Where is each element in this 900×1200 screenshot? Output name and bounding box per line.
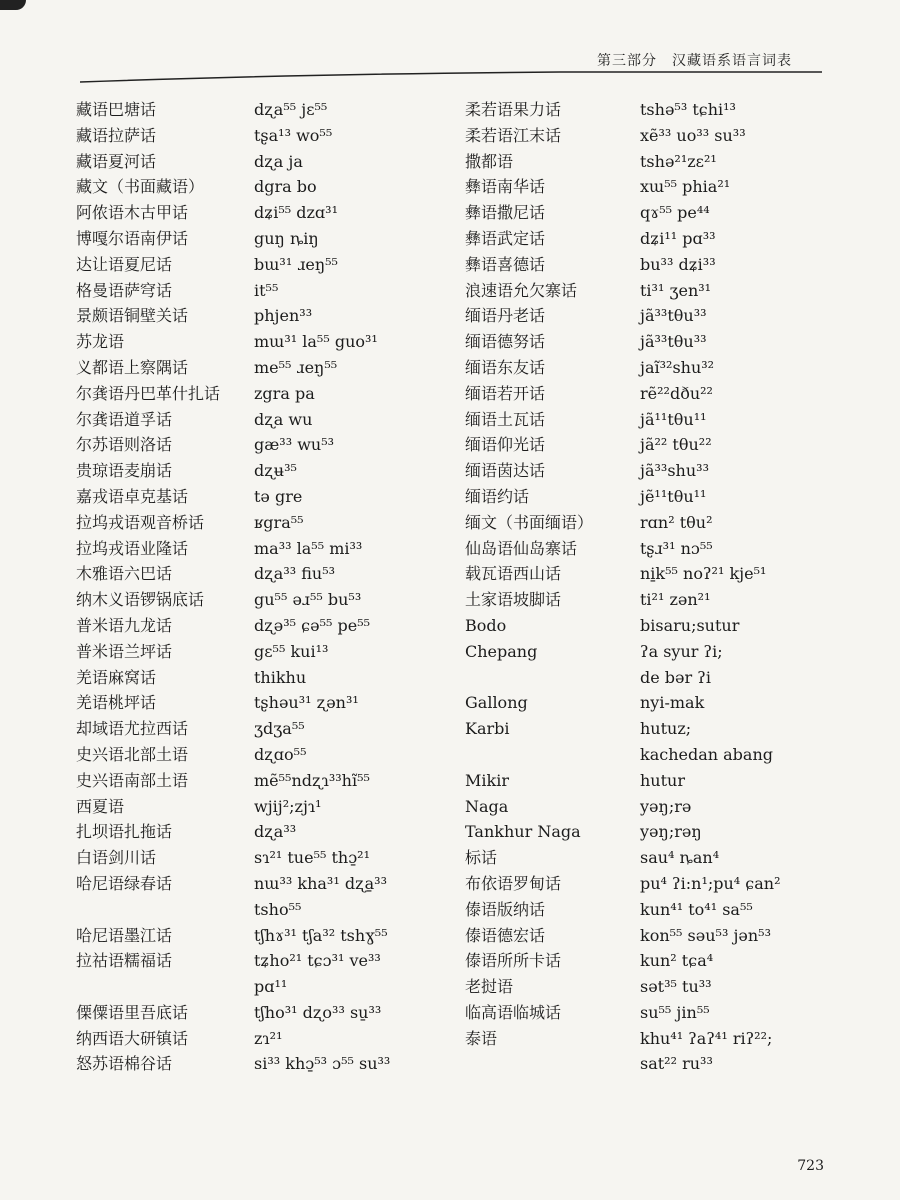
language-name: 西夏语 xyxy=(76,796,125,816)
word-form: tʃho³¹ dʐo³³ su̱³³ xyxy=(254,1002,382,1022)
entry-row xyxy=(465,355,845,381)
entry-row xyxy=(76,948,456,974)
word-form: tsho⁵⁵ xyxy=(254,899,302,919)
entry-row xyxy=(465,923,845,949)
word-form: gæ³³ wu⁵³ xyxy=(254,435,335,455)
entry-row xyxy=(465,200,845,226)
language-name: 景颇语铜壁关话 xyxy=(76,306,189,326)
language-name: 藏语巴塘话 xyxy=(76,100,157,119)
word-form: rẽ²²dðu²² xyxy=(640,383,713,403)
language-name: 拉坞戎语业隆话 xyxy=(76,538,189,558)
word-form: zgra pa xyxy=(254,383,315,403)
language-name: Naga xyxy=(465,796,509,816)
entry-row xyxy=(465,1000,845,1026)
language-name: Gallong xyxy=(465,693,528,713)
language-name: 藏语拉萨话 xyxy=(76,125,157,145)
language-name: 傣语版纳话 xyxy=(465,899,546,919)
word-form: wjij²;zjɿ¹ xyxy=(254,796,322,816)
word-form: gɛ⁵⁵ kui¹³ xyxy=(254,641,329,661)
word-form: yəŋ;rəŋ xyxy=(640,822,702,842)
language-name: 义都语上察隅话 xyxy=(76,357,189,377)
entry-row xyxy=(76,149,456,175)
language-name: 拉祜语糯福话 xyxy=(76,951,173,971)
word-form: phjen³³ xyxy=(254,306,313,326)
word-form: ʔa syur ʔi; xyxy=(640,641,723,661)
language-name: 老挝语 xyxy=(465,977,514,997)
entry-row xyxy=(76,561,456,587)
word-form: jã³³shu³³ xyxy=(640,461,709,481)
entry-row xyxy=(465,252,845,278)
entry-row xyxy=(465,510,845,536)
language-name: Bodo xyxy=(465,615,507,635)
entry-row xyxy=(465,123,845,149)
word-form: rɑn² tθu² xyxy=(640,512,713,532)
language-name: 达让语夏尼话 xyxy=(76,254,173,274)
word-form: tshə²¹zɛ²¹ xyxy=(640,151,717,171)
word-form: thikhu xyxy=(254,667,307,687)
language-name: 阿侬语木古甲话 xyxy=(76,203,189,223)
word-form: yəŋ;rə xyxy=(640,796,692,816)
language-name: Tankhur Naga xyxy=(465,822,581,842)
word-form: jã³³tθu³³ xyxy=(640,306,707,326)
entry-row xyxy=(76,381,456,407)
language-name: 普米语九龙话 xyxy=(76,615,173,635)
entry-row xyxy=(465,303,845,329)
entry-row xyxy=(465,536,845,562)
language-name: 缅文（书面缅语） xyxy=(465,512,594,532)
word-form: sɿ²¹ tue⁵⁵ thɔ̱²¹ xyxy=(254,848,371,868)
entry-row xyxy=(76,742,456,768)
entry-row xyxy=(465,897,845,923)
language-name: 哈尼语墨江话 xyxy=(76,925,173,945)
word-form: xɯ⁵⁵ phia²¹ xyxy=(640,177,731,197)
entry-row xyxy=(465,742,845,768)
entry-row xyxy=(76,303,456,329)
language-name: 却域语尤拉西话 xyxy=(76,719,189,739)
language-name: 标话 xyxy=(465,848,498,868)
left-column xyxy=(76,97,456,1077)
entry-row xyxy=(465,1026,845,1052)
word-form: bɯ³¹ ɹeŋ⁵⁵ xyxy=(254,254,338,274)
entry-row xyxy=(76,174,456,200)
entry-row xyxy=(465,484,845,510)
word-form: ti²¹ zən²¹ xyxy=(640,590,711,610)
language-name: 木雅语六巴话 xyxy=(76,564,173,584)
entry-row xyxy=(465,948,845,974)
word-form: hutuz; xyxy=(640,719,692,739)
word-form: bisaru;sutur xyxy=(640,615,740,635)
language-name: 扎坝语扎拖话 xyxy=(76,822,173,842)
language-name: 纳西语大研镇话 xyxy=(76,1028,189,1048)
language-name: 柔若语果力话 xyxy=(465,100,562,119)
language-name: 羌语桃坪话 xyxy=(76,693,157,713)
word-form: tshə⁵³ tɕhi¹³ xyxy=(640,100,736,119)
entry-row xyxy=(76,432,456,458)
entry-row xyxy=(76,484,456,510)
entry-row xyxy=(76,923,456,949)
language-name: 贵琼语麦崩话 xyxy=(76,461,173,481)
language-name: 藏语夏河话 xyxy=(76,151,157,171)
word-form: mɯ³¹ la⁵⁵ guo³¹ xyxy=(254,332,378,352)
language-name: 傈僳语里吾底话 xyxy=(76,1002,189,1022)
word-form: me⁵⁵ ɹeŋ⁵⁵ xyxy=(254,357,338,377)
entry-row xyxy=(465,794,845,820)
word-form: tʃhɤ³¹ tʃa³² tshɣ⁵⁵ xyxy=(254,925,388,945)
entry-row xyxy=(465,639,845,665)
entry-row xyxy=(465,407,845,433)
language-name: 撒都语 xyxy=(465,151,514,171)
word-form: ni̱k⁵⁵ noʔ²¹ kje⁵¹ xyxy=(640,564,767,584)
entry-row xyxy=(465,716,845,742)
word-form: dʐa³³ xyxy=(254,822,297,842)
entry-row xyxy=(465,845,845,871)
entry-row xyxy=(76,897,456,923)
language-name: Karbi xyxy=(465,719,510,739)
entry-row xyxy=(76,329,456,355)
entry-row xyxy=(76,819,456,845)
word-form: dʐə³⁵ ɕə⁵⁵ pe⁵⁵ xyxy=(254,615,371,635)
language-name: 哈尼语绿春话 xyxy=(76,873,173,893)
language-name: 博嘎尔语南伊话 xyxy=(76,228,189,248)
word-form: kun² tɕa⁴ xyxy=(640,951,714,971)
word-form: khu⁴¹ ʔaʔ⁴¹ riʔ²²; xyxy=(640,1028,773,1048)
entry-row xyxy=(76,1026,456,1052)
word-form: zɿ²¹ xyxy=(254,1028,283,1048)
language-name: 尔龚语道孚话 xyxy=(76,409,173,429)
word-form: tʑho²¹ tɕɔ³¹ ve³³ xyxy=(254,951,381,971)
entry-row xyxy=(76,97,456,123)
word-form: dʐɑo⁵⁵ xyxy=(254,744,307,764)
right-column xyxy=(465,97,845,1077)
language-name: 怒苏语棉谷话 xyxy=(76,1054,173,1074)
word-form: jã¹¹tθu¹¹ xyxy=(640,409,707,429)
entry-row xyxy=(76,768,456,794)
word-form: pu⁴ ʔi:n¹;pu⁴ ɕan² xyxy=(640,873,781,893)
entry-row xyxy=(465,819,845,845)
entry-row xyxy=(465,278,845,304)
entry-row xyxy=(465,871,845,897)
language-name: 柔若语江末话 xyxy=(465,125,562,145)
language-name: 尔龚语丹巴革什扎话 xyxy=(76,383,221,403)
language-name: 纳木义语锣锅底话 xyxy=(76,590,205,610)
language-name: 载瓦语西山话 xyxy=(465,564,562,584)
language-name: 缅语德努话 xyxy=(465,332,546,352)
language-name: 彝语撒尼话 xyxy=(465,203,546,223)
language-name: 尔苏语则洛话 xyxy=(76,435,173,455)
language-name: 仙岛语仙岛寨话 xyxy=(465,538,578,558)
entry-row xyxy=(76,974,456,1000)
word-form: su⁵⁵ jin⁵⁵ xyxy=(640,1002,710,1022)
entry-row xyxy=(76,871,456,897)
word-form: tə gre xyxy=(254,486,303,506)
language-name: 彝语武定话 xyxy=(465,228,546,248)
header-rule xyxy=(0,0,900,100)
language-name: 嘉戎语卓克基话 xyxy=(76,486,189,506)
word-form: bu³³ dʑi³³ xyxy=(640,254,716,274)
language-name: 史兴语南部土语 xyxy=(76,770,189,790)
word-form: xẽ³³ uo³³ su³³ xyxy=(640,125,746,145)
word-form: mẽ⁵⁵ndʐɿ³³hĩ⁵⁵ xyxy=(254,770,370,790)
language-name: 临高语临城话 xyxy=(465,1002,562,1022)
word-form: ma³³ la⁵⁵ mi³³ xyxy=(254,538,363,558)
entry-row xyxy=(76,665,456,691)
language-name: 傣语德宏话 xyxy=(465,925,546,945)
language-name: 土家语坡脚话 xyxy=(465,590,562,610)
word-form: dgra bo xyxy=(254,177,317,197)
language-name: 缅语约话 xyxy=(465,486,530,506)
entry-row xyxy=(76,536,456,562)
word-form: kon⁵⁵ səu⁵³ jən⁵³ xyxy=(640,925,772,945)
entry-row xyxy=(465,1051,845,1077)
entry-row xyxy=(76,200,456,226)
word-form: dʑi¹¹ pɑ³³ xyxy=(640,228,716,248)
entry-row xyxy=(76,278,456,304)
entry-row xyxy=(465,174,845,200)
word-form: kun⁴¹ to⁴¹ sa⁵⁵ xyxy=(640,899,753,919)
language-name: 格曼语萨穹话 xyxy=(76,280,173,300)
entry-row xyxy=(76,226,456,252)
language-name: 白语剑川话 xyxy=(76,848,157,868)
word-form: pɑ¹¹ xyxy=(254,977,288,997)
entry-row xyxy=(465,432,845,458)
word-form: dʐa⁵⁵ jɛ⁵⁵ xyxy=(254,100,328,119)
entry-row xyxy=(465,587,845,613)
language-name: 苏龙语 xyxy=(76,332,125,352)
word-form: kachedan abang xyxy=(640,744,774,764)
language-name: 缅语茵达话 xyxy=(465,461,546,481)
word-form: sət³⁵ tu³³ xyxy=(640,977,712,997)
language-name: 彝语喜德话 xyxy=(465,254,546,274)
entry-row xyxy=(76,407,456,433)
entry-row xyxy=(76,587,456,613)
word-form: jã²² tθu²² xyxy=(640,435,712,455)
language-name: Mikir xyxy=(465,770,509,790)
word-form: jaĩ³²shu³² xyxy=(640,357,715,377)
entry-row xyxy=(465,690,845,716)
language-name: 缅语仰光话 xyxy=(465,435,546,455)
entry-row xyxy=(76,690,456,716)
word-form: qɤ⁵⁵ pe⁴⁴ xyxy=(640,203,710,223)
language-name: 普米语兰坪话 xyxy=(76,641,173,661)
entry-row xyxy=(465,561,845,587)
entry-row xyxy=(465,149,845,175)
entry-row xyxy=(76,794,456,820)
language-name: 羌语麻窝话 xyxy=(76,667,157,687)
language-name: 缅语东友话 xyxy=(465,357,546,377)
language-name: 缅语丹老话 xyxy=(465,306,546,326)
entry-row xyxy=(465,226,845,252)
entry-row xyxy=(76,613,456,639)
language-name: 布依语罗甸话 xyxy=(465,873,562,893)
entry-row xyxy=(76,845,456,871)
entry-row xyxy=(76,639,456,665)
language-name: 藏文（书面藏语） xyxy=(76,177,205,197)
word-form: sat²² ru³³ xyxy=(640,1054,713,1074)
word-form: ti³¹ ʒen³¹ xyxy=(640,280,712,300)
word-form: nyi-mak xyxy=(640,693,705,713)
entry-row xyxy=(76,458,456,484)
word-form: gu⁵⁵ əɹ⁵⁵ bu⁵³ xyxy=(254,590,362,610)
word-form: dʐʉ³⁵ xyxy=(254,461,297,481)
language-name: Chepang xyxy=(465,641,538,661)
entry-row xyxy=(465,458,845,484)
word-form: dʑi⁵⁵ dzɑ³¹ xyxy=(254,203,338,223)
word-form: jẽ¹¹tθu¹¹ xyxy=(640,486,707,506)
entry-row xyxy=(76,716,456,742)
language-name: 傣语所所卡话 xyxy=(465,951,562,971)
word-form: guŋ ȵiŋ xyxy=(254,228,319,248)
language-name: 泰语 xyxy=(465,1028,498,1048)
word-form: nɯ³³ kha³¹ dʐa̱³³ xyxy=(254,873,388,893)
word-form: dʐa wu xyxy=(254,409,313,429)
language-name: 缅语土瓦话 xyxy=(465,409,546,429)
entry-row xyxy=(465,768,845,794)
word-form: dʐa³³ fiu⁵³ xyxy=(254,564,336,584)
entry-row xyxy=(465,97,845,123)
entry-row xyxy=(76,252,456,278)
language-name: 彝语南华话 xyxy=(465,177,546,197)
language-name: 缅语若开话 xyxy=(465,383,546,403)
word-form: ʒdʒa⁵⁵ xyxy=(254,719,305,739)
entry-row xyxy=(76,510,456,536)
language-name: 史兴语北部土语 xyxy=(76,744,189,764)
language-name: 浪速语允欠寨话 xyxy=(465,280,578,300)
entry-row xyxy=(465,329,845,355)
word-form: sau⁴ ȵan⁴ xyxy=(640,848,720,868)
word-form: si³³ khɔ̱⁵³ ɔ⁵⁵ su³³ xyxy=(254,1054,391,1074)
word-form: tʂhəu³¹ ʐən³¹ xyxy=(254,693,359,713)
entry-row xyxy=(465,665,845,691)
entry-row xyxy=(465,613,845,639)
word-form: tʂɹ³¹ nɔ⁵⁵ xyxy=(640,538,713,558)
word-form: hutur xyxy=(640,770,685,790)
entry-row xyxy=(465,974,845,1000)
entry-row xyxy=(76,1051,456,1077)
word-form: ʁgra⁵⁵ xyxy=(254,512,304,532)
word-form: de bər ʔi xyxy=(640,667,711,687)
word-form: dʐa ja xyxy=(254,151,303,171)
entry-row xyxy=(76,355,456,381)
word-form: it⁵⁵ xyxy=(254,280,279,300)
language-name: 拉坞戎语观音桥话 xyxy=(76,512,205,532)
entry-row xyxy=(76,1000,456,1026)
running-header: 第三部分 汉藏语系语言词表 xyxy=(597,53,792,69)
word-form: jã³³tθu³³ xyxy=(640,332,707,352)
word-form: tʂa¹³ wo⁵⁵ xyxy=(254,125,333,145)
entry-row xyxy=(76,123,456,149)
page-number: 723 xyxy=(797,1158,824,1174)
entry-row xyxy=(465,381,845,407)
